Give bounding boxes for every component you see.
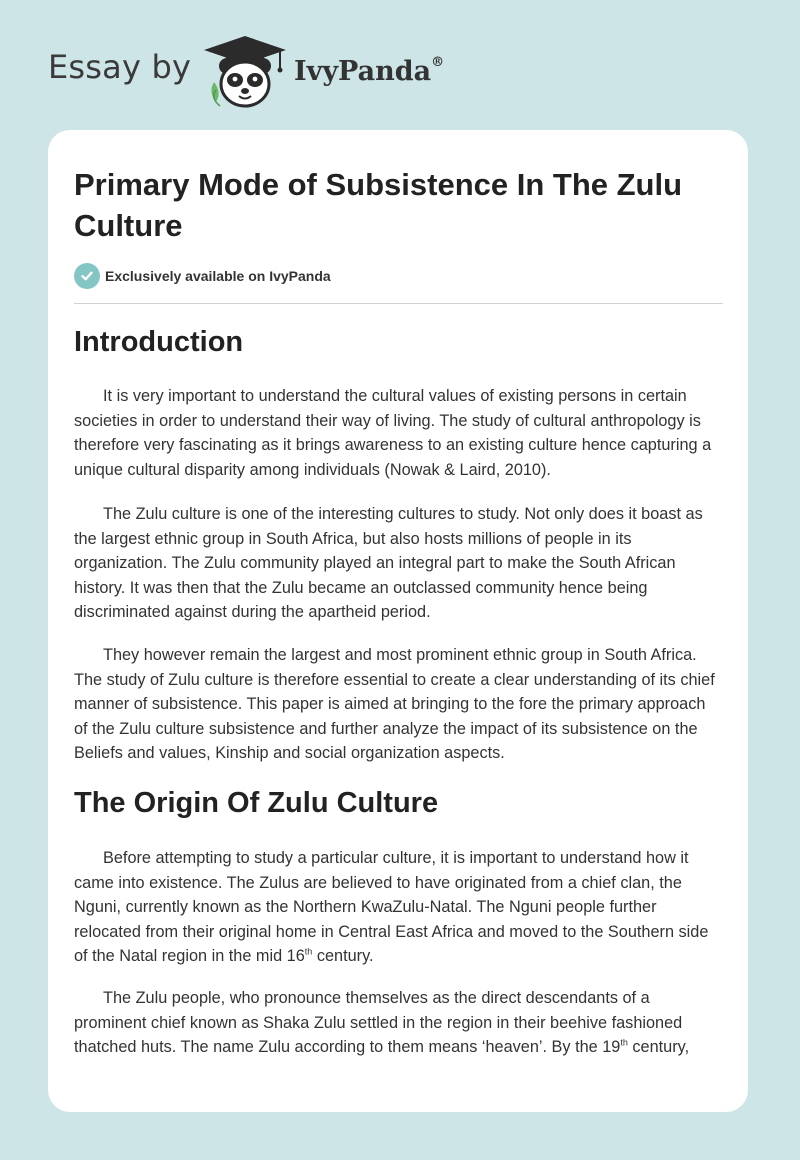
page-title: Primary Mode of Subsistence In The Zulu Culture bbox=[74, 167, 683, 243]
paragraph: The Zulu culture is one of the interesting cultures to study. Not only does it boast as the largest ethnic group in South Africa, but also hosts millions of people in its organization. The Zulu community played an integral part to make the South African history. It was then that the Zulu became an outclassed community hence being discriminated against during the apartheid period. bbox=[74, 505, 703, 622]
check-icon bbox=[74, 263, 100, 289]
superscript: th bbox=[620, 1037, 628, 1048]
paragraph bbox=[74, 986, 722, 1060]
paragraph: It is very important to understand the cultural values of existing persons in certain societies in order to understand their way of living. The study of cultural anthropology is therefore very fascinating as it brings awareness to an existing culture hence capturing a unique cultural disparity among individuals (Nowak & Laird, 2010). bbox=[74, 387, 712, 479]
paragraph: They however remain the largest and most prominent ethnic group in South Africa. The study of Zulu culture is therefore essential to create a clear understanding of its chief manner of subsistence. This paper is aimed at bringing to the fore the primary approach of the Zulu culture subsistence and further analyze the impact of its subsistence on the Beliefs and values, Kinship and social organization aspects. bbox=[74, 646, 715, 763]
exclusive-badge bbox=[74, 262, 331, 290]
essay-by-label: Essay by bbox=[48, 48, 192, 86]
badge-text: Exclusively available on IvyPanda bbox=[105, 268, 331, 284]
paragraph-text: century, bbox=[627, 1038, 690, 1057]
section-heading-introduction: Introduction bbox=[74, 326, 244, 358]
paragraph bbox=[74, 846, 722, 969]
paragraph-text: Before attempting to study a particular culture, it is important to understand how it came into existence. The Zulus are believed to have originated from a chief clan, the Nguni, currently known as the Northern KwaZulu-Natal. The Nguni people further relocated from their original home in Central East Africa and moved to the Southern side of the Natal region in the mid 16 bbox=[74, 849, 709, 966]
essay-card bbox=[48, 130, 748, 1112]
paragraph-text: century. bbox=[312, 947, 374, 966]
paragraph-text: The Zulu people, who pronounce themselves as the direct descendants of a prominent chief known as Shaka Zulu settled in the region in their beehive fashioned thatched huts. The name Zulu according to them means ‘heaven’. By the 19 bbox=[74, 989, 683, 1057]
section-heading-origin: The Origin Of Zulu Culture bbox=[74, 787, 439, 819]
divider bbox=[74, 303, 723, 304]
brand-name[interactable] bbox=[294, 56, 444, 87]
brand-text: IvyPanda bbox=[294, 56, 432, 87]
site-header bbox=[48, 30, 648, 110]
superscript: th bbox=[304, 946, 313, 957]
panda-graduation-cap-icon[interactable] bbox=[200, 32, 290, 110]
registered-mark: ® bbox=[431, 55, 445, 70]
